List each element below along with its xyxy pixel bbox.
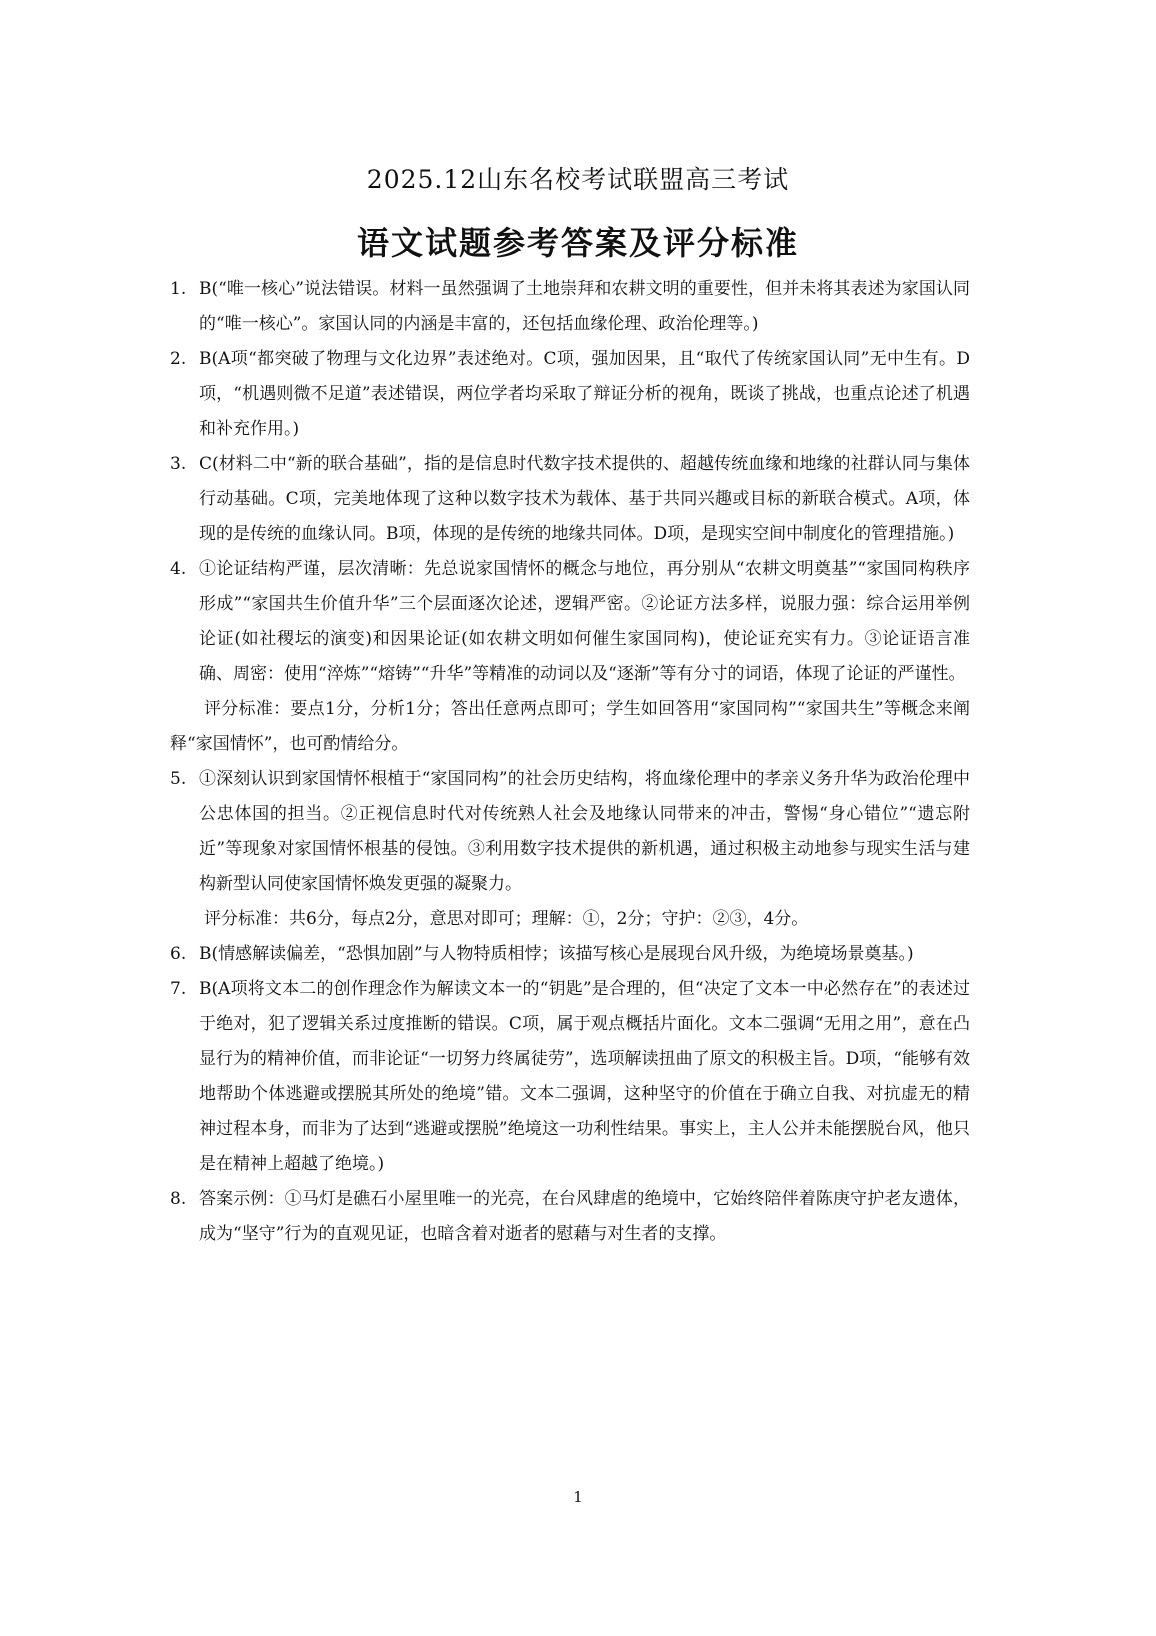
- answer-number: 4.: [170, 559, 187, 579]
- answer-item-5: [170, 762, 970, 902]
- page-number: 1: [573, 1488, 583, 1506]
- answer-number: 3.: [170, 454, 187, 474]
- answer-item-7: [170, 972, 970, 1182]
- answer-number: 2.: [170, 349, 187, 369]
- answer-number: 6.: [170, 944, 187, 964]
- answer-text: B(A项将文本二的创作理念作为解读文本一的“钥匙”是合理的，但“决定了文本一中必然存在”的表述过于绝对，犯了逻辑关系过度推断的错误。C项，属于观点概括片面化。文本二强调“无用之用”，意在凸显行为的精神价值，而非论证“一切努力终属徒劳”，选项解读扭曲了原文的积极主旨。D项，“能够有效地帮助个体逃避或摆脱其所处的绝境”错。文本二强调，这种坚守的价值在于确立自我、对抗虚无的精神过程本身，而非为了达到“逃避或摆脱”绝境这一功利性结果。事实上，主人公并未能摆脱台风，他只是在精神上超越了绝境。): [199, 979, 970, 1174]
- answer-item-2: [170, 342, 970, 447]
- answer-text: ①深刻认识到家国情怀根植于“家国同构”的社会历史结构，将血缘伦理中的孝亲义务升华为政治伦理中公忠体国的担当。②正视信息时代对传统熟人社会及地缘认同带来的冲击，警惕“身心错位”“遗忘附近”等现象对家国情怀根基的侵蚀。③利用数字技术提供的新机遇，通过积极主动地参与现实生活与建构新型认同使家国情怀焕发更强的凝聚力。: [199, 769, 970, 894]
- answer-item-1: [170, 272, 970, 342]
- answer-text: 答案示例：①马灯是礁石小屋里唯一的光亮，在台风肆虐的绝境中，它始终陪伴着陈庚守护老友遗体，成为“坚守”行为的直观见证，也暗含着对逝者的慰藉与对生者的支撑。: [199, 1189, 970, 1244]
- answer-text: B(“唯一核心”说法错误。材料一虽然强调了土地崇拜和农耕文明的重要性，但并未将其表述为家国认同的“唯一核心”。家国认同的内涵是丰富的，还包括血缘伦理、政治伦理等。): [199, 279, 970, 334]
- answer-item-4: [170, 552, 970, 692]
- answer-text: B(情感解读偏差，“恐惧加剧”与人物特质相悖；该描写核心是展现台风升级，为绝境场景奠基。): [199, 944, 914, 964]
- answer-number: 7.: [170, 979, 187, 999]
- scoring-note-4: 评分标准：要点1分，分析1分；答出任意两点即可；学生如回答用“家国同构”“家国共生”等概念来阐释“家国情怀”，也可酌情给分。: [170, 699, 970, 754]
- page-title: 语文试题参考答案及评分标准: [356, 224, 799, 262]
- exam-header: 2025.12山东名校考试联盟高三考试: [366, 165, 790, 194]
- answer-text: C(材料二中“新的联合基础”，指的是信息时代数字技术提供的、超越传统血缘和地缘的社群认同与集体行动基础。C项，完美地体现了这种以数字技术为载体、基于共同兴趣或目标的新联合模式。A项，体现的是传统的血缘认同。B项，体现的是传统的地缘共同体。D项，是现实空间中制度化的管理措施。): [199, 454, 970, 544]
- answer-text: ①论证结构严谨，层次清晰：先总说家国情怀的概念与地位，再分别从“农耕文明奠基”“家国同构秩序形成”“家国共生价值升华”三个层面逐次论述，逻辑严密。②论证方法多样，说服力强：综合运用举例论证(如社稷坛的演变)和因果论证(如农耕文明如何催生家国同构)，使论证充实有力。③论证语言准确、周密：使用“淬炼”“熔铸”“升华”等精准的动词以及“逐渐”等有分寸的词语，体现了论证的严谨性。: [199, 559, 970, 684]
- answer-number: 8.: [170, 1189, 187, 1209]
- answer-item-6: [170, 937, 970, 972]
- scoring-note-5: 评分标准：共6分，每点2分，意思对即可；理解：①，2分；守护：②③，4分。: [204, 909, 809, 929]
- answer-item-3: [170, 447, 970, 552]
- answer-number: 5.: [170, 769, 187, 789]
- answer-item-8: [170, 1182, 970, 1252]
- answer-list: [170, 272, 970, 1252]
- answer-number: 1.: [170, 279, 187, 299]
- answer-text: B(A项“都突破了物理与文化边界”表述绝对。C项，强加因果，且“取代了传统家国认同”无中生有。D项，“机遇则微不足道”表述错误，两位学者均采取了辩证分析的视角，既谈了挑战，也重点论述了机遇和补充作用。): [199, 349, 970, 439]
